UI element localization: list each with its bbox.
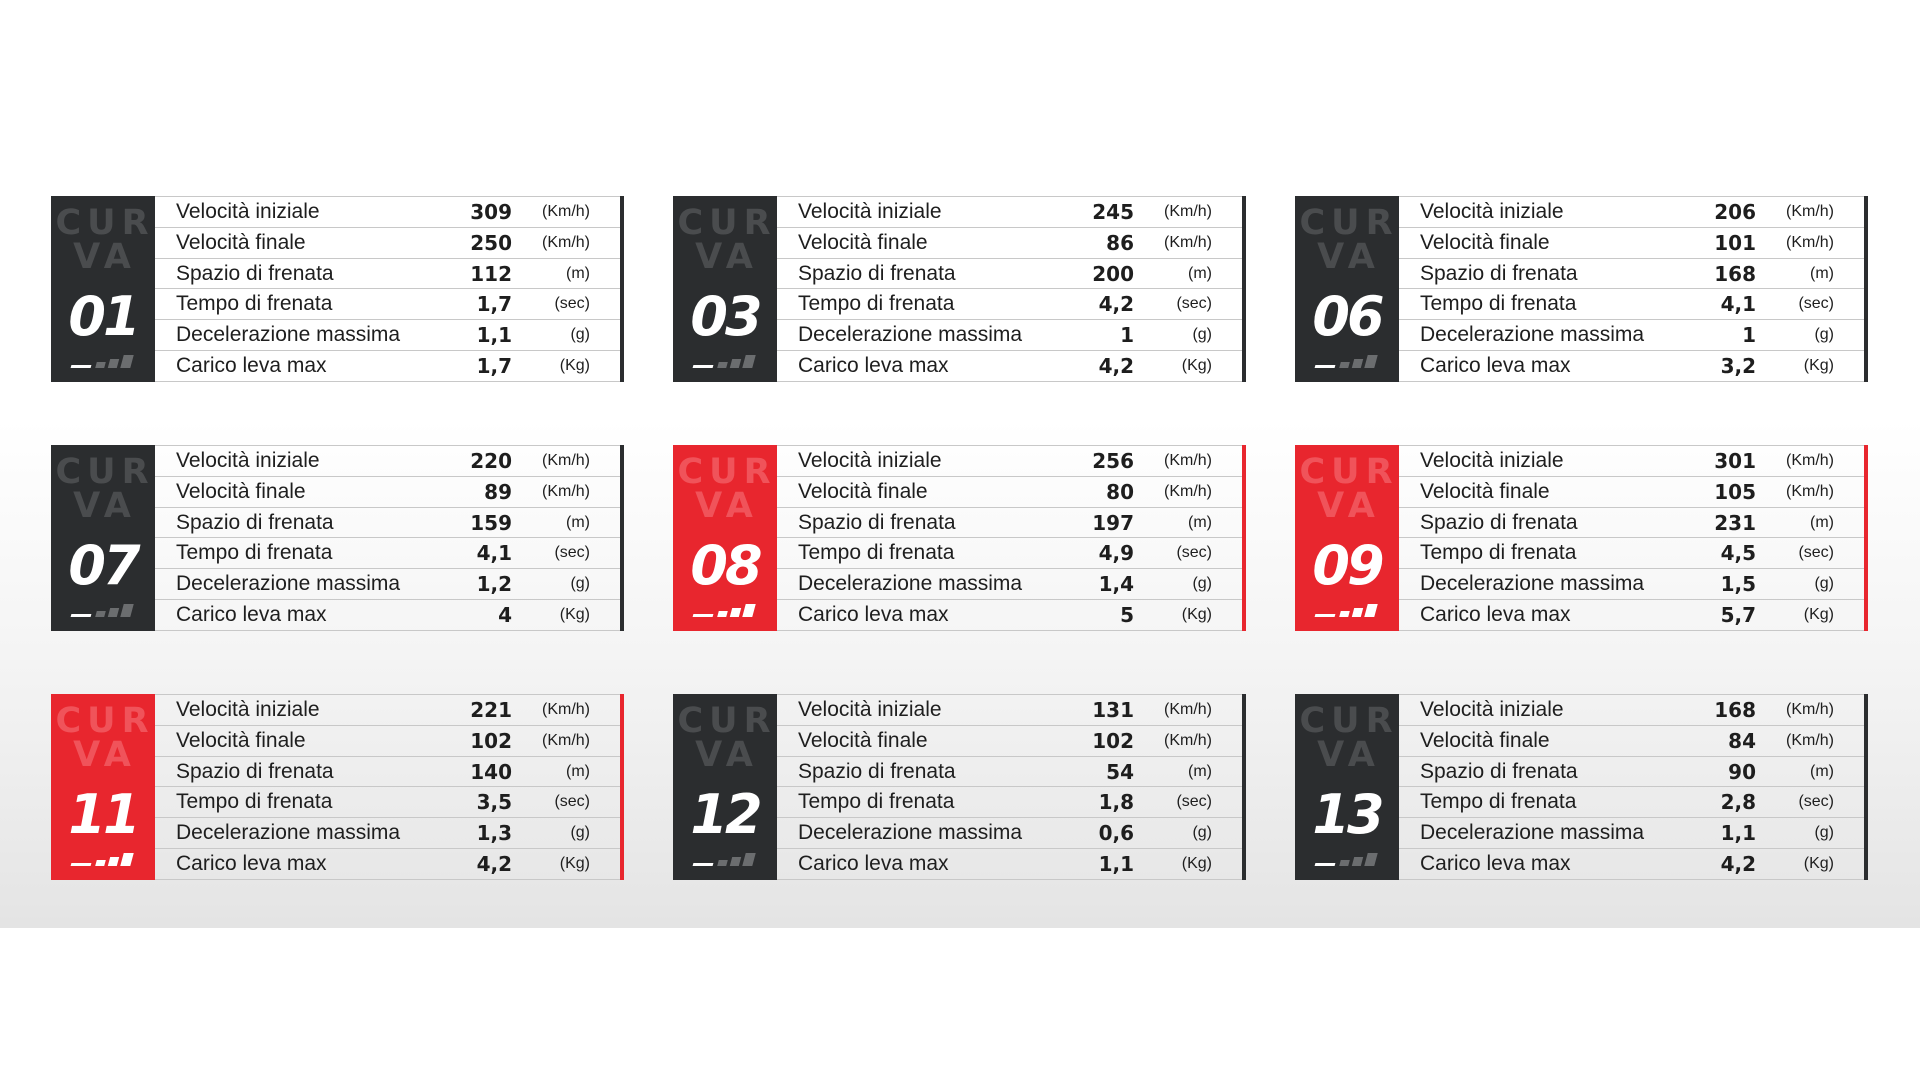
metric-unit: (Kg) xyxy=(559,357,590,375)
table-row xyxy=(155,849,624,880)
metric-label: Velocità finale xyxy=(176,479,306,503)
table-row xyxy=(777,726,1246,757)
table-row xyxy=(777,757,1246,788)
table-row xyxy=(1399,757,1868,788)
metric-value: 101 xyxy=(1714,230,1756,255)
metric-unit: (sec) xyxy=(1176,793,1212,811)
table-row xyxy=(155,228,624,259)
level-bars-icon xyxy=(71,354,135,368)
corner-badge xyxy=(51,196,155,382)
metric-label: Velocità iniziale xyxy=(798,448,942,472)
curva-label xyxy=(677,701,777,775)
metric-label: Tempo di frenata xyxy=(798,292,955,316)
curva-label-bottom: VA xyxy=(73,237,137,277)
metric-value: 231 xyxy=(1714,510,1756,535)
table-row xyxy=(777,787,1246,818)
metric-label: Decelerazione massima xyxy=(176,572,401,596)
table-row xyxy=(155,197,624,228)
curva-label xyxy=(1299,203,1399,277)
braking-data-table xyxy=(777,196,1246,382)
metric-value: 197 xyxy=(1092,510,1134,535)
curva-label xyxy=(677,452,777,526)
metric-label: Velocità finale xyxy=(1420,728,1550,752)
accent-stripe xyxy=(620,445,624,631)
corner-badge xyxy=(1295,694,1399,880)
braking-data-table xyxy=(155,445,624,631)
metric-unit: (sec) xyxy=(1798,295,1834,313)
metric-value: 80 xyxy=(1106,479,1134,504)
metric-value: 5,7 xyxy=(1720,603,1756,628)
metric-unit: (g) xyxy=(1814,326,1834,344)
metric-value: 1,7 xyxy=(476,292,512,317)
corner-card xyxy=(1295,196,1868,382)
metric-label: Decelerazione massima xyxy=(176,323,401,347)
metric-unit: (Km/h) xyxy=(1164,482,1212,500)
metric-unit: (Km/h) xyxy=(542,451,590,469)
metric-label: Velocità iniziale xyxy=(176,448,320,472)
table-row xyxy=(155,600,624,631)
metric-unit: (Kg) xyxy=(1181,357,1212,375)
corner-number: 03 xyxy=(690,285,760,348)
table-row xyxy=(777,228,1246,259)
corner-badge xyxy=(673,694,777,880)
metric-label: Velocità finale xyxy=(1420,479,1550,503)
metric-label: Velocità iniziale xyxy=(176,199,320,223)
metric-label: Carico leva max xyxy=(1420,852,1571,876)
metric-value: 0,6 xyxy=(1098,821,1134,846)
curva-label-bottom: VA xyxy=(695,237,759,277)
accent-stripe xyxy=(620,196,624,382)
table-row xyxy=(155,757,624,788)
metric-value: 168 xyxy=(1714,261,1756,286)
metric-label: Decelerazione massima xyxy=(798,821,1023,845)
metric-value: 206 xyxy=(1714,199,1756,224)
table-row xyxy=(1399,320,1868,351)
table-row xyxy=(1399,197,1868,228)
metric-value: 301 xyxy=(1714,448,1756,473)
metric-unit: (Kg) xyxy=(1181,606,1212,624)
curva-label-bottom: VA xyxy=(1317,735,1381,775)
metric-unit: (m) xyxy=(1810,762,1834,780)
metric-value: 102 xyxy=(470,728,512,753)
corner-number: 13 xyxy=(1312,783,1382,846)
metric-unit: (g) xyxy=(570,326,590,344)
metric-unit: (Kg) xyxy=(559,855,590,873)
metric-label: Velocità iniziale xyxy=(798,697,942,721)
table-row xyxy=(777,600,1246,631)
metric-label: Spazio di frenata xyxy=(798,261,956,285)
metric-label: Velocità iniziale xyxy=(1420,199,1564,223)
metric-label: Spazio di frenata xyxy=(176,759,334,783)
metric-unit: (Km/h) xyxy=(1786,202,1834,220)
metric-value: 1,2 xyxy=(476,572,512,597)
metric-value: 4,2 xyxy=(1098,292,1134,317)
table-row xyxy=(155,569,624,600)
metric-value: 4,2 xyxy=(1720,852,1756,877)
corner-card xyxy=(1295,445,1868,631)
metric-label: Carico leva max xyxy=(798,354,949,378)
metric-label: Spazio di frenata xyxy=(1420,510,1578,534)
metric-unit: (g) xyxy=(570,824,590,842)
curva-label-bottom: VA xyxy=(695,486,759,526)
metric-value: 1 xyxy=(1742,323,1756,348)
metric-unit: (m) xyxy=(1810,513,1834,531)
metric-unit: (m) xyxy=(566,264,590,282)
metric-value: 1,7 xyxy=(476,354,512,379)
corner-badge xyxy=(51,694,155,880)
metric-unit: (Km/h) xyxy=(1164,731,1212,749)
braking-data-table xyxy=(777,445,1246,631)
metric-label: Carico leva max xyxy=(798,852,949,876)
table-row xyxy=(1399,446,1868,477)
metric-unit: (sec) xyxy=(1176,295,1212,313)
accent-stripe xyxy=(1242,445,1246,631)
metric-label: Spazio di frenata xyxy=(798,510,956,534)
accent-stripe xyxy=(620,694,624,880)
metric-unit: (g) xyxy=(1814,824,1834,842)
braking-data-table xyxy=(155,196,624,382)
corner-badge xyxy=(673,445,777,631)
metric-unit: (Kg) xyxy=(1803,855,1834,873)
corner-badge xyxy=(1295,445,1399,631)
metric-label: Tempo di frenata xyxy=(1420,541,1577,565)
table-row xyxy=(155,477,624,508)
level-bars-icon xyxy=(71,603,135,617)
level-bars-icon xyxy=(693,354,757,368)
curva-label xyxy=(1299,701,1399,775)
metric-label: Carico leva max xyxy=(1420,603,1571,627)
table-row xyxy=(155,695,624,726)
metric-value: 4,2 xyxy=(1098,354,1134,379)
curva-label-bottom: VA xyxy=(1317,237,1381,277)
table-row xyxy=(1399,849,1868,880)
accent-stripe xyxy=(1242,694,1246,880)
metric-value: 4,9 xyxy=(1098,541,1134,566)
metric-label: Velocità iniziale xyxy=(1420,448,1564,472)
metric-value: 131 xyxy=(1092,697,1134,722)
table-row xyxy=(155,538,624,569)
corner-badge xyxy=(51,445,155,631)
curva-label-top: CUR xyxy=(1299,203,1399,243)
table-row xyxy=(777,538,1246,569)
metric-unit: (Kg) xyxy=(1803,606,1834,624)
metric-value: 1,8 xyxy=(1098,790,1134,815)
table-row xyxy=(155,320,624,351)
metric-value: 309 xyxy=(470,199,512,224)
level-bars-icon xyxy=(1315,603,1379,617)
table-row xyxy=(777,818,1246,849)
table-row xyxy=(155,351,624,382)
metric-unit: (m) xyxy=(566,762,590,780)
table-row xyxy=(1399,259,1868,290)
metric-value: 200 xyxy=(1092,261,1134,286)
metric-unit: (g) xyxy=(1192,326,1212,344)
metric-value: 89 xyxy=(484,479,512,504)
metric-value: 86 xyxy=(1106,230,1134,255)
braking-data-table xyxy=(155,694,624,880)
metric-label: Velocità finale xyxy=(176,230,306,254)
metric-value: 4 xyxy=(498,603,512,628)
curva-label xyxy=(677,203,777,277)
metric-unit: (sec) xyxy=(554,295,590,313)
metric-label: Carico leva max xyxy=(1420,354,1571,378)
metric-unit: (Km/h) xyxy=(1786,482,1834,500)
table-row xyxy=(155,818,624,849)
metric-unit: (sec) xyxy=(1798,544,1834,562)
metric-label: Decelerazione massima xyxy=(798,323,1023,347)
metric-value: 54 xyxy=(1106,759,1134,784)
table-row xyxy=(1399,818,1868,849)
metric-unit: (Km/h) xyxy=(1786,451,1834,469)
braking-data-table xyxy=(1399,694,1868,880)
metric-value: 159 xyxy=(470,510,512,535)
corner-number: 09 xyxy=(1312,534,1382,597)
corner-number: 11 xyxy=(68,783,138,846)
metric-value: 112 xyxy=(470,261,512,286)
table-row xyxy=(777,849,1246,880)
metric-value: 90 xyxy=(1728,759,1756,784)
table-row xyxy=(155,446,624,477)
table-row xyxy=(777,508,1246,539)
corner-badge xyxy=(1295,196,1399,382)
metric-unit: (sec) xyxy=(554,544,590,562)
table-row xyxy=(155,259,624,290)
metric-label: Spazio di frenata xyxy=(176,261,334,285)
table-row xyxy=(777,446,1246,477)
metric-unit: (Kg) xyxy=(1181,855,1212,873)
curva-label-top: CUR xyxy=(55,203,155,243)
level-bars-icon xyxy=(693,603,757,617)
curva-label xyxy=(1299,452,1399,526)
metric-label: Tempo di frenata xyxy=(176,790,333,814)
curva-label-top: CUR xyxy=(1299,701,1399,741)
metric-unit: (m) xyxy=(1188,513,1212,531)
metric-unit: (Km/h) xyxy=(1164,233,1212,251)
metric-unit: (m) xyxy=(566,513,590,531)
metric-unit: (sec) xyxy=(554,793,590,811)
metric-value: 1,1 xyxy=(476,323,512,348)
metric-label: Decelerazione massima xyxy=(1420,323,1645,347)
metric-value: 1,1 xyxy=(1098,852,1134,877)
metric-value: 1 xyxy=(1120,323,1134,348)
metric-value: 140 xyxy=(470,759,512,784)
metric-label: Spazio di frenata xyxy=(1420,759,1578,783)
curva-label-bottom: VA xyxy=(73,486,137,526)
metric-label: Decelerazione massima xyxy=(1420,572,1645,596)
curva-label-top: CUR xyxy=(55,452,155,492)
metric-unit: (Kg) xyxy=(1803,357,1834,375)
metric-unit: (g) xyxy=(1814,575,1834,593)
metric-unit: (Km/h) xyxy=(1786,700,1834,718)
curva-label-top: CUR xyxy=(55,701,155,741)
table-row xyxy=(1399,787,1868,818)
table-row xyxy=(1399,538,1868,569)
level-bars-icon xyxy=(1315,354,1379,368)
metric-value: 220 xyxy=(470,448,512,473)
level-bars-icon xyxy=(693,852,757,866)
metric-label: Tempo di frenata xyxy=(798,790,955,814)
metric-label: Velocità iniziale xyxy=(1420,697,1564,721)
accent-stripe xyxy=(1864,196,1868,382)
metric-unit: (g) xyxy=(1192,824,1212,842)
metric-unit: (m) xyxy=(1188,264,1212,282)
braking-data-table xyxy=(777,694,1246,880)
metric-value: 1,1 xyxy=(1720,821,1756,846)
corner-card xyxy=(51,694,624,880)
metric-label: Velocità finale xyxy=(176,728,306,752)
metric-value: 4,1 xyxy=(476,541,512,566)
table-row xyxy=(777,351,1246,382)
table-row xyxy=(155,726,624,757)
metric-label: Spazio di frenata xyxy=(798,759,956,783)
corner-card xyxy=(673,445,1246,631)
corner-number: 07 xyxy=(68,534,138,597)
metric-value: 105 xyxy=(1714,479,1756,504)
metric-value: 256 xyxy=(1092,448,1134,473)
table-row xyxy=(777,569,1246,600)
metric-value: 2,8 xyxy=(1720,790,1756,815)
curva-label-bottom: VA xyxy=(73,735,137,775)
table-row xyxy=(777,695,1246,726)
corner-card xyxy=(673,196,1246,382)
corner-badge xyxy=(673,196,777,382)
corner-card xyxy=(51,196,624,382)
metric-unit: (m) xyxy=(1188,762,1212,780)
metric-unit: (g) xyxy=(1192,575,1212,593)
metric-label: Carico leva max xyxy=(798,603,949,627)
table-row xyxy=(777,197,1246,228)
table-row xyxy=(1399,726,1868,757)
metric-unit: (g) xyxy=(570,575,590,593)
metric-label: Velocità iniziale xyxy=(798,199,942,223)
metric-label: Carico leva max xyxy=(176,852,327,876)
metric-label: Velocità finale xyxy=(1420,230,1550,254)
table-row xyxy=(1399,289,1868,320)
table-row xyxy=(1399,695,1868,726)
metric-value: 84 xyxy=(1728,728,1756,753)
metric-unit: (sec) xyxy=(1798,793,1834,811)
metric-unit: (Km/h) xyxy=(1786,233,1834,251)
curva-label-top: CUR xyxy=(677,452,777,492)
curva-label xyxy=(55,701,155,775)
metric-label: Velocità iniziale xyxy=(176,697,320,721)
table-row xyxy=(155,787,624,818)
level-bars-icon xyxy=(1315,852,1379,866)
metric-label: Velocità finale xyxy=(798,479,928,503)
metric-unit: (m) xyxy=(1810,264,1834,282)
metric-label: Tempo di frenata xyxy=(1420,790,1577,814)
metric-value: 1,4 xyxy=(1098,572,1134,597)
braking-data-table xyxy=(1399,196,1868,382)
table-row xyxy=(1399,600,1868,631)
metric-unit: (Km/h) xyxy=(1164,202,1212,220)
metric-value: 221 xyxy=(470,697,512,722)
curva-label-bottom: VA xyxy=(695,735,759,775)
metric-value: 3,2 xyxy=(1720,354,1756,379)
metric-value: 4,2 xyxy=(476,852,512,877)
curva-label-bottom: VA xyxy=(1317,486,1381,526)
metric-value: 1,3 xyxy=(476,821,512,846)
curva-label-top: CUR xyxy=(1299,452,1399,492)
metric-label: Tempo di frenata xyxy=(798,541,955,565)
metric-value: 168 xyxy=(1714,697,1756,722)
metric-unit: (Km/h) xyxy=(1164,451,1212,469)
accent-stripe xyxy=(1864,694,1868,880)
curva-label xyxy=(55,452,155,526)
table-row xyxy=(1399,351,1868,382)
metric-unit: (sec) xyxy=(1176,544,1212,562)
curva-label-top: CUR xyxy=(677,701,777,741)
metric-label: Velocità finale xyxy=(798,230,928,254)
metric-unit: (Km/h) xyxy=(542,233,590,251)
metric-label: Spazio di frenata xyxy=(176,510,334,534)
accent-stripe xyxy=(1242,196,1246,382)
accent-stripe xyxy=(1864,445,1868,631)
metric-label: Decelerazione massima xyxy=(1420,821,1645,845)
metric-value: 4,1 xyxy=(1720,292,1756,317)
table-row xyxy=(777,477,1246,508)
corner-cards-grid xyxy=(51,196,1868,880)
metric-value: 245 xyxy=(1092,199,1134,224)
braking-data-table xyxy=(1399,445,1868,631)
table-row xyxy=(1399,508,1868,539)
metric-value: 102 xyxy=(1092,728,1134,753)
curva-label xyxy=(55,203,155,277)
metric-unit: (Km/h) xyxy=(542,482,590,500)
metric-label: Tempo di frenata xyxy=(1420,292,1577,316)
corner-number: 08 xyxy=(690,534,760,597)
metric-unit: (Km/h) xyxy=(542,731,590,749)
level-bars-icon xyxy=(71,852,135,866)
metric-label: Decelerazione massima xyxy=(798,572,1023,596)
metric-value: 4,5 xyxy=(1720,541,1756,566)
table-row xyxy=(1399,569,1868,600)
metric-label: Tempo di frenata xyxy=(176,541,333,565)
corner-card xyxy=(673,694,1246,880)
metric-unit: (Km/h) xyxy=(1164,700,1212,718)
table-row xyxy=(777,259,1246,290)
metric-value: 1,5 xyxy=(1720,572,1756,597)
metric-value: 250 xyxy=(470,230,512,255)
table-row xyxy=(155,289,624,320)
table-row xyxy=(1399,228,1868,259)
metric-label: Carico leva max xyxy=(176,603,327,627)
metric-unit: (Km/h) xyxy=(542,202,590,220)
metric-label: Decelerazione massima xyxy=(176,821,401,845)
metric-label: Velocità finale xyxy=(798,728,928,752)
curva-label-top: CUR xyxy=(677,203,777,243)
metric-label: Carico leva max xyxy=(176,354,327,378)
metric-unit: (Km/h) xyxy=(542,700,590,718)
corner-card xyxy=(51,445,624,631)
metric-label: Tempo di frenata xyxy=(176,292,333,316)
table-row xyxy=(155,508,624,539)
corner-number: 06 xyxy=(1312,285,1382,348)
corner-number: 01 xyxy=(68,285,138,348)
table-row xyxy=(777,320,1246,351)
corner-number: 12 xyxy=(690,783,760,846)
corner-card xyxy=(1295,694,1868,880)
metric-value: 3,5 xyxy=(476,790,512,815)
metric-label: Spazio di frenata xyxy=(1420,261,1578,285)
metric-unit: (Km/h) xyxy=(1786,731,1834,749)
metric-value: 5 xyxy=(1120,603,1134,628)
table-row xyxy=(1399,477,1868,508)
metric-unit: (Kg) xyxy=(559,606,590,624)
table-row xyxy=(777,289,1246,320)
